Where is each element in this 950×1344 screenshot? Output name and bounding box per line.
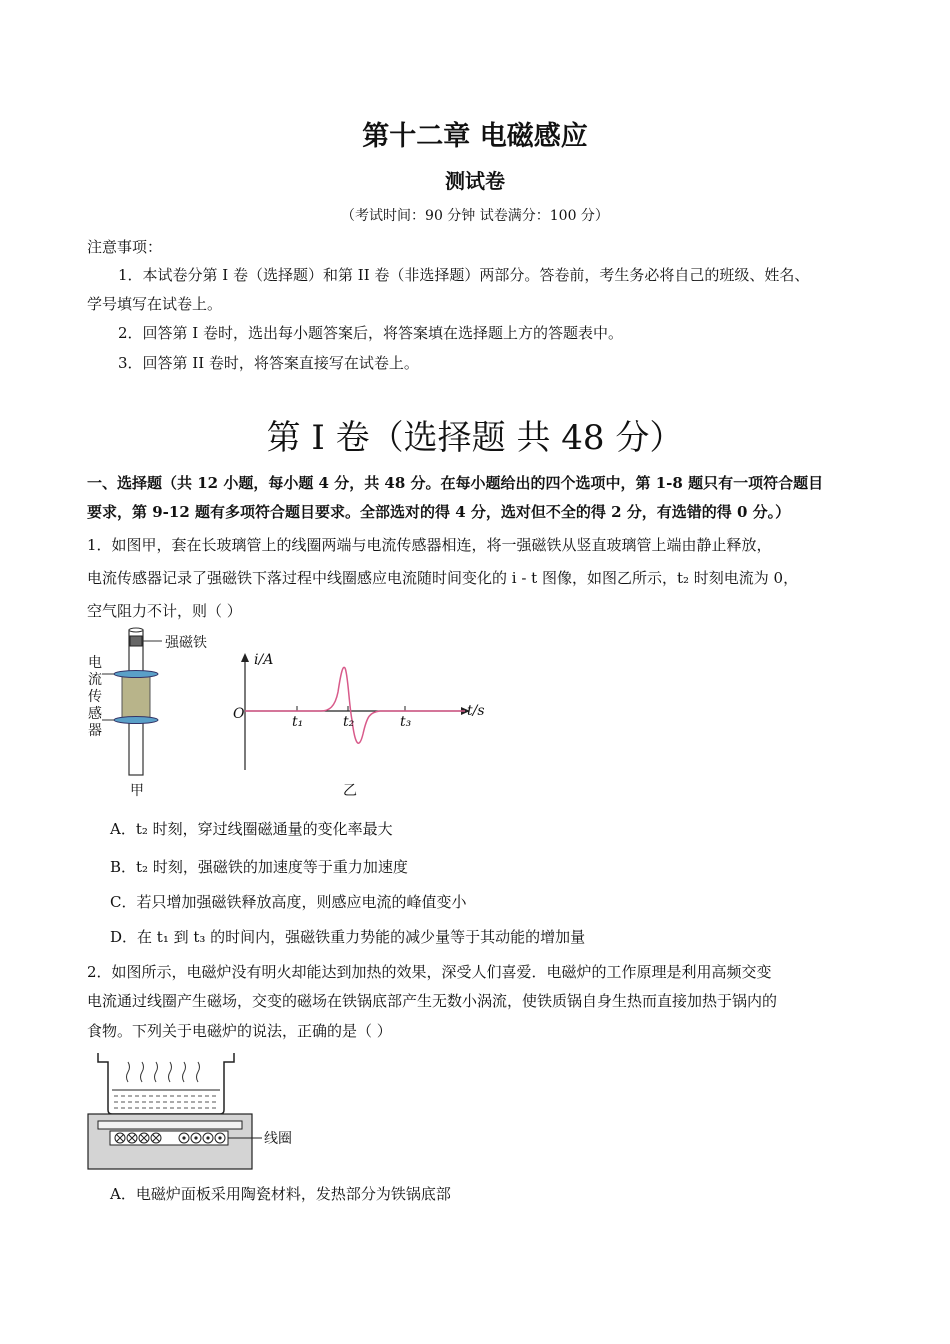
current-curve <box>245 667 465 743</box>
figure-induction-cooker <box>86 1050 266 1172</box>
q2-stem: 食物。下列关于电磁炉的说法，正确的是（ ） <box>87 1022 392 1040</box>
y-axis-arrow <box>241 653 249 662</box>
x-axis-label: t/s <box>467 703 485 719</box>
figure-yi <box>225 650 495 775</box>
origin-label: O <box>233 706 245 722</box>
coil-top-ring <box>114 671 158 678</box>
exam-info: （考试时间：90 分钟 试卷满分：100 分） <box>341 208 609 224</box>
note-item: 学号填写在试卷上。 <box>87 295 223 313</box>
coil-label: 线圈 <box>264 1131 292 1147</box>
ceramic-panel <box>98 1121 242 1129</box>
q1-option-b: B．t₂ 时刻，强磁铁的加速度等于重力加速度 <box>110 858 408 876</box>
sensor-label-char: 器 <box>88 723 102 739</box>
note-item: 2．回答第 I 卷时，选出每小题答案后，将答案填在选择题上方的答题表中。 <box>118 324 624 342</box>
section-instructions: 要求，第 9-12 题有多项符合题目要求。全部选对的得 4 分，选对但不全的得 2 分，有选错的得 0 分。） <box>87 503 791 521</box>
q1-stem: 空气阻力不计，则（ ） <box>87 602 242 620</box>
figure-jia-caption: 甲 <box>130 783 144 799</box>
page-title: 第十二章 电磁感应 <box>362 121 588 152</box>
q1-stem: 1．如图甲，套在长玻璃管上的线圈两端与电流传感器相连，将一强磁铁从竖直玻璃管上端由静止释放， <box>87 536 772 554</box>
figure-yi-caption: 乙 <box>343 783 357 799</box>
note-item: 1．本试卷分第 I 卷（选择题）和第 II 卷（非选择题）两部分。答卷前，考生务必将自己的班级、姓名、 <box>118 266 810 284</box>
q1-option-d: D．在 t₁ 到 t₃ 的时间内，强磁铁重力势能的减少量等于其动能的增加量 <box>110 928 586 946</box>
section-instructions: 一、选择题（共 12 小题，每小题 4 分，共 48 分。在每小题给出的四个选项中，第 1-8 题只有一项符合题目 <box>87 474 824 492</box>
q2-option-a: A．电磁炉面板采用陶瓷材料，发热部分为铁锅底部 <box>110 1185 451 1203</box>
q2-stem: 2．如图所示，电磁炉没有明火却能达到加热的效果，深受人们喜爱．电磁炉的工作原理是利用高频交变 <box>87 963 772 981</box>
section-title: 第 I 卷（选择题 共 48 分） <box>266 418 684 458</box>
q1-option-a: A．t₂ 时刻，穿过线圈磁通量的变化率最大 <box>110 820 393 838</box>
steam-icon <box>197 1062 200 1082</box>
tube-top <box>129 628 143 632</box>
tick-label-t3: t₃ <box>400 714 412 730</box>
notes-heading: 注意事项： <box>87 238 163 256</box>
page-subtitle: 测试卷 <box>445 169 505 193</box>
steam-icon <box>169 1062 172 1082</box>
steam-icon <box>155 1062 158 1082</box>
pot-icon <box>98 1053 234 1114</box>
q1-stem: 电流传感器记录了强磁铁下落过程中线圈感应电流随时间变化的 i - t 图像，如图乙所示，t₂ 时刻电流为 0， <box>87 569 799 587</box>
note-item: 3．回答第 II 卷时，将答案直接写在试卷上。 <box>118 354 419 372</box>
steam-icon <box>141 1062 144 1082</box>
coil-icon <box>122 674 150 720</box>
tick-label-t2: t₂ <box>343 714 355 730</box>
tick-label-t1: t₁ <box>292 714 304 730</box>
steam-icon <box>183 1062 186 1082</box>
sensor-label-char: 电 <box>88 655 102 671</box>
magnet-icon <box>130 636 142 646</box>
sensor-label-char: 感 <box>88 706 102 722</box>
coil-bottom-ring <box>114 717 158 724</box>
sensor-label-char: 流 <box>88 672 102 688</box>
steam-icon <box>127 1062 130 1082</box>
y-axis-label: i/A <box>254 652 274 668</box>
q2-stem: 电流通过线圈产生磁场，交变的磁场在铁锅底部产生无数小涡流，使铁质锅自身生热而直接加热于锅内的 <box>87 992 778 1010</box>
magnet-label: 强磁铁 <box>165 635 207 651</box>
sensor-label-char: 传 <box>88 689 102 705</box>
q1-option-c: C．若只增加强磁铁释放高度，则感应电流的峰值变小 <box>110 893 467 911</box>
